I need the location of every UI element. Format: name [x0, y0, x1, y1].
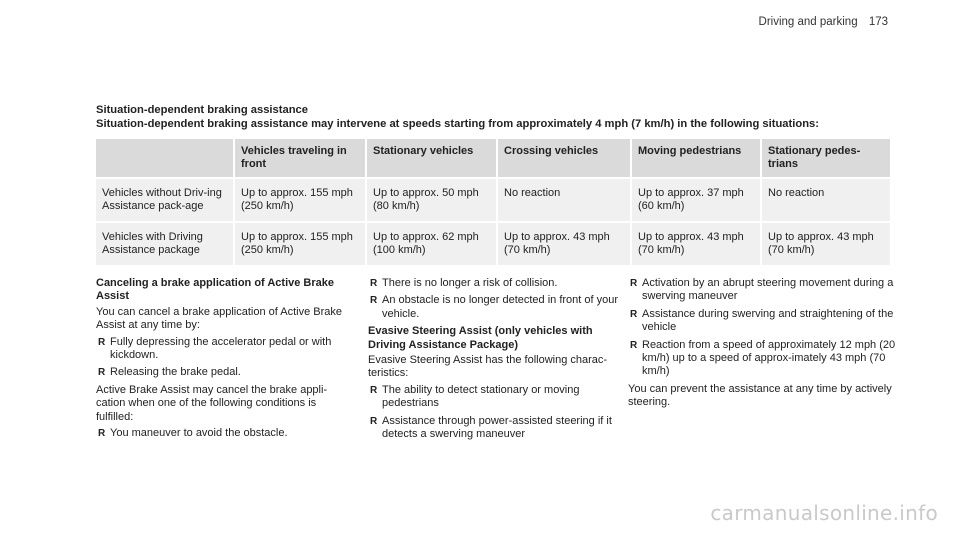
list-item: [368, 384, 624, 411]
table-cell: Vehicles without Driv-ing Assistance pack-age: [96, 178, 234, 222]
list-item-text: Activation by an abrupt steering movement during a swerving maneuver: [642, 277, 894, 303]
list-item-text: Assistance through power-assisted steering if it detects a swerving maneuver: [382, 414, 612, 441]
list-item-text: The ability to detect stationary or moving pedestrians: [382, 383, 580, 410]
table-cell: Up to approx. 43 mph (70 km/h): [631, 222, 761, 265]
table-cell: Up to approx. 37 mph (60 km/h): [631, 178, 761, 222]
page-header: [759, 16, 888, 28]
section-heading: Canceling a brake application of Active Brake Assist: [96, 277, 335, 303]
intro-text: Situation-dependent braking assistance may intervene at speeds starting from approximately 4 mph (7 km/h) in the following situations:: [96, 118, 819, 130]
table-header-row: [96, 139, 890, 178]
page-number: 173: [868, 16, 888, 28]
bullet-icon: R: [630, 339, 638, 351]
paragraph: You can prevent the assistance at any time by actively steering.: [628, 382, 892, 409]
column-activation: [628, 277, 896, 413]
column-brake-cancel: [96, 277, 344, 444]
list-item-text: An obstacle is no longer detected in front of your vehicle.: [382, 294, 619, 320]
table-header-cell: Crossing vehicles: [497, 139, 631, 178]
watermark: carmanualsonline.info: [710, 501, 938, 525]
table-header-cell: Vehicles traveling in front: [234, 139, 366, 178]
list-item-text: Fully depressing the accelerator pedal or with kickdown.: [110, 335, 332, 362]
list-item: [96, 427, 344, 440]
paragraph: You can cancel a brake application of Active Brake Assist at any time by:: [96, 305, 343, 332]
bullet-list: [628, 277, 896, 379]
list-item: [628, 277, 896, 304]
paragraph: Evasive Steering Assist has the following charac-teristics:: [368, 354, 608, 380]
bullet-icon: R: [370, 295, 378, 307]
bullet-icon: R: [630, 308, 638, 320]
intro-title: Situation-dependent braking assistance: [96, 104, 308, 116]
list-item: [96, 336, 344, 363]
bullet-icon: R: [370, 384, 378, 396]
list-item: [628, 308, 896, 335]
table-cell: Up to approx. 62 mph (100 km/h): [366, 222, 497, 265]
bullet-list: [368, 384, 624, 442]
bullet-icon: R: [370, 415, 378, 427]
list-item: [368, 277, 624, 290]
table-cell: Up to approx. 43 mph (70 km/h): [497, 222, 631, 265]
intro-block: [96, 103, 916, 131]
situation-table: [96, 139, 890, 265]
bullet-list: [368, 277, 624, 321]
list-item-text: Reaction from a speed of approximately 12 mph (20 km/h) up to a speed of approx-imately 43 mph (70 km/h): [642, 338, 896, 378]
list-item: [628, 339, 896, 379]
column-evasive-steering: [368, 277, 624, 445]
bullet-icon: R: [370, 278, 378, 289]
table-row: [96, 178, 890, 222]
list-item-text: You maneuver to avoid the obstacle.: [110, 427, 288, 440]
table-cell: No reaction: [497, 178, 631, 222]
bullet-icon: R: [630, 278, 638, 289]
table-header-cell: Moving pedestrians: [631, 139, 761, 178]
list-item-text: There is no longer a risk of collision.: [382, 277, 558, 289]
list-item-text: Assistance during swerving and straightening of the vehicle: [642, 307, 894, 334]
table-cell: Up to approx. 155 mph (250 km/h): [234, 178, 366, 222]
table-cell: Up to approx. 155 mph (250 km/h): [234, 222, 366, 265]
section-title: Driving and parking: [758, 16, 858, 28]
bullet-list: [96, 427, 344, 440]
list-item-text: Releasing the brake pedal.: [110, 366, 241, 379]
table-header-cell: Stationary vehicles: [366, 139, 497, 178]
bullet-list: [96, 336, 344, 380]
table-cell: Up to approx. 43 mph (70 km/h): [761, 222, 890, 265]
table-row: [96, 222, 890, 265]
list-item: [96, 366, 344, 379]
list-item: [368, 294, 624, 321]
bullet-icon: R: [98, 367, 106, 379]
table-cell: No reaction: [761, 178, 890, 222]
bullet-icon: R: [98, 428, 106, 440]
bullet-icon: R: [98, 336, 106, 348]
table-header-cell: Stationary pedes-trians: [761, 139, 890, 178]
table-header-cell: [96, 139, 234, 178]
table-cell: Up to approx. 50 mph (80 km/h): [366, 178, 497, 222]
list-item: [368, 415, 624, 442]
section-heading: Evasive Steering Assist (only vehicles with Driving Assistance Package): [368, 325, 593, 351]
paragraph: Active Brake Assist may cancel the brake appli-cation when one of the following conditions is fulfilled:: [96, 383, 328, 423]
table-cell: Vehicles with Driving Assistance package: [96, 222, 234, 265]
